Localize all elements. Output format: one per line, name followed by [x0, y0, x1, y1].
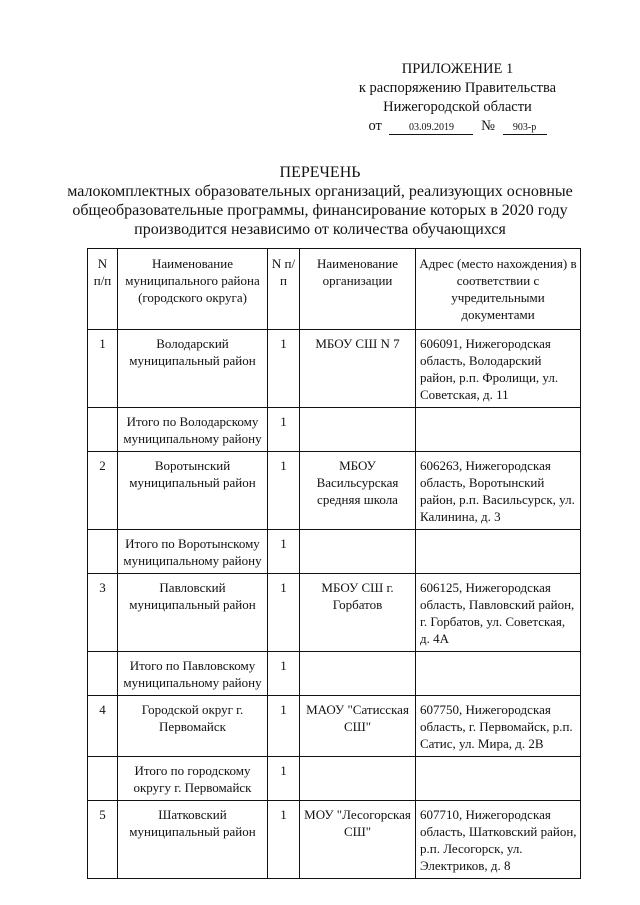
table-row — [88, 574, 581, 652]
appendix-title: ПРИЛОЖЕНИЕ 1 — [401, 61, 514, 77]
appendix-header — [340, 60, 575, 136]
cell-num — [88, 530, 118, 574]
cell-district: Итого по Павловскому муниципальному району — [118, 652, 268, 696]
cell-district: Володарский муниципальный район — [118, 330, 268, 408]
appendix-line-2: Нижегородской области — [383, 99, 532, 115]
list-title-line-2: общеобразовательные программы, финансирование которых в 2020 году — [72, 202, 568, 219]
decree-date: 03.09.2019 — [389, 122, 473, 135]
header-num-2: N п/п — [268, 249, 300, 330]
table-row — [88, 757, 581, 801]
table-row — [88, 530, 581, 574]
organizations-table — [87, 248, 581, 879]
cell-district: Городской округ г. Первомайск — [118, 696, 268, 757]
cell-organization — [300, 652, 416, 696]
cell-address — [416, 408, 581, 452]
date-prefix: от — [368, 118, 382, 134]
cell-organization — [300, 530, 416, 574]
table-row — [88, 330, 581, 408]
cell-num-2: 1 — [268, 530, 300, 574]
cell-organization: МОУ "Лесогорская СШ" — [300, 801, 416, 879]
cell-num-2: 1 — [268, 696, 300, 757]
cell-organization: МАОУ "Сатисская СШ" — [300, 696, 416, 757]
cell-district: Итого по городскому округу г. Первомайск — [118, 757, 268, 801]
table-row — [88, 801, 581, 879]
cell-num-2: 1 — [268, 801, 300, 879]
list-heading: ПЕРЕЧЕНЬ — [279, 164, 361, 181]
cell-organization — [300, 757, 416, 801]
cell-district: Итого по Володарскому муниципальному району — [118, 408, 268, 452]
cell-num — [88, 757, 118, 801]
cell-num: 5 — [88, 801, 118, 879]
table-row — [88, 452, 581, 530]
number-sign: № — [481, 118, 495, 134]
cell-num — [88, 652, 118, 696]
cell-organization — [300, 408, 416, 452]
cell-num: 1 — [88, 330, 118, 408]
cell-num-2: 1 — [268, 408, 300, 452]
cell-organization: МБОУ СШ г. Горбатов — [300, 574, 416, 652]
cell-address — [416, 757, 581, 801]
cell-num-2: 1 — [268, 652, 300, 696]
cell-district: Павловский муниципальный район — [118, 574, 268, 652]
cell-address — [416, 652, 581, 696]
table-row — [88, 696, 581, 757]
cell-address: 606091, Нижегородская область, Володарский район, р.п. Фролищи, ул. Советская, д. 11 — [416, 330, 581, 408]
cell-num-2: 1 — [268, 574, 300, 652]
table-row — [88, 408, 581, 452]
cell-organization: МБОУ СШ N 7 — [300, 330, 416, 408]
cell-num-2: 1 — [268, 330, 300, 408]
decree-number: 903-р — [503, 122, 547, 135]
table-body — [88, 330, 581, 879]
header-address: Адрес (место нахождения) в соответствии с учредительными документами — [416, 249, 581, 330]
header-organization: Наименование организации — [300, 249, 416, 330]
cell-district: Воротынский муниципальный район — [118, 452, 268, 530]
header-district: Наименование муниципального района (городского округа) — [118, 249, 268, 330]
cell-num — [88, 408, 118, 452]
cell-num: 2 — [88, 452, 118, 530]
cell-num-2: 1 — [268, 757, 300, 801]
cell-organization: МБОУ Васильсурская средняя школа — [300, 452, 416, 530]
cell-address: 606125, Нижегородская область, Павловский район, г. Горбатов, ул. Советская, д. 4А — [416, 574, 581, 652]
cell-address: 606263, Нижегородская область, Воротынский район, р.п. Васильсурск, ул. Калинина, д. 3 — [416, 452, 581, 530]
cell-address: 607710, Нижегородская область, Шатковский район, р.п. Лесогорск, ул. Электриков, д. 8 — [416, 801, 581, 879]
cell-district: Итого по Воротынскому муниципальному району — [118, 530, 268, 574]
cell-address: 607750, Нижегородская область, г. Первомайск, р.п. Сатис, ул. Мира, д. 2В — [416, 696, 581, 757]
table-header-row — [88, 249, 581, 330]
cell-num: 3 — [88, 574, 118, 652]
cell-num: 4 — [88, 696, 118, 757]
table-row — [88, 652, 581, 696]
appendix-date-line — [340, 117, 575, 136]
header-num: N п/п — [88, 249, 118, 330]
appendix-line-1: к распоряжению Правительства — [358, 80, 557, 96]
list-title — [60, 163, 580, 239]
cell-address — [416, 530, 581, 574]
list-title-line-1: малокомплектных образовательных организаций, реализующих основные — [67, 183, 573, 200]
cell-district: Шатковский муниципальный район — [118, 801, 268, 879]
cell-num-2: 1 — [268, 452, 300, 530]
list-title-line-3: производится независимо от количества обучающихся — [134, 221, 506, 238]
